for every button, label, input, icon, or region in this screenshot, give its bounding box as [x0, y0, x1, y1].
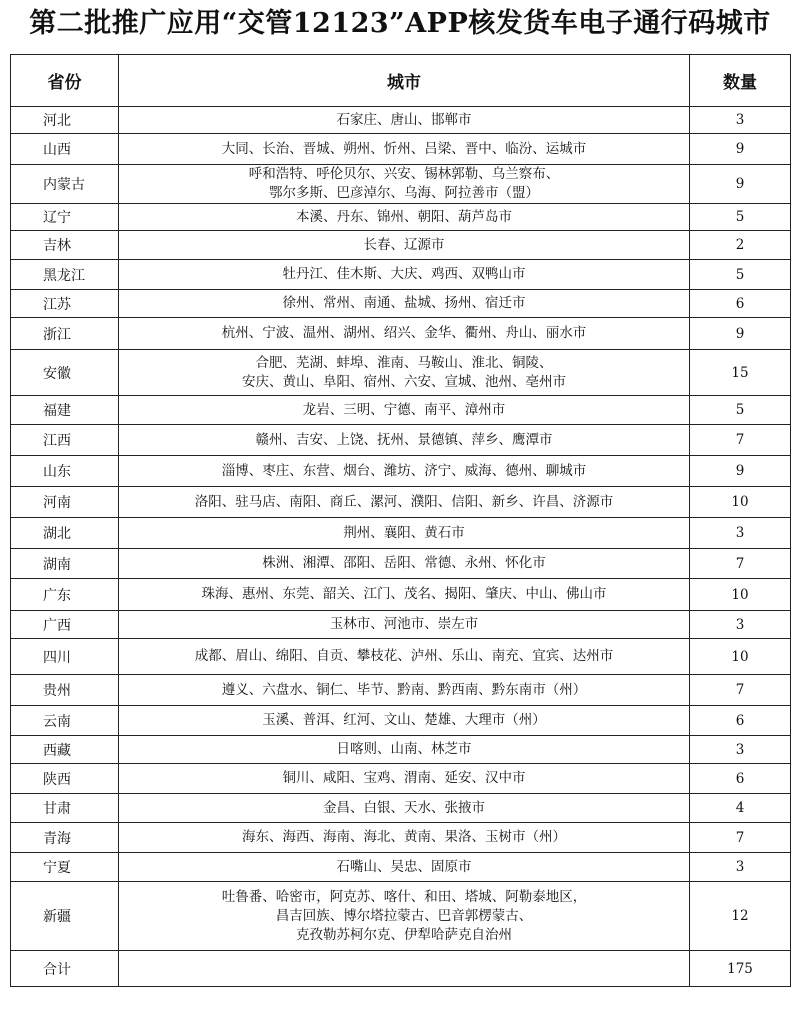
table-row: [11, 290, 791, 318]
province-cell: 山东: [11, 456, 119, 487]
table-row: [11, 134, 791, 165]
count-cell: 4: [690, 794, 791, 823]
table-row: [11, 487, 791, 518]
city-cell: [119, 706, 690, 736]
city-line: 成都、眉山、绵阳、自贡、攀枝花、泸州、乐山、南充、宜宾、达州市: [194, 648, 614, 664]
city-line: 铜川、咸阳、宝鸡、渭南、延安、汉中市: [282, 770, 526, 786]
city-line: 赣州、吉安、上饶、抚州、景德镇、萍乡、鹰潭市: [255, 431, 553, 448]
count-cell: 10: [690, 487, 791, 518]
header-count: 数量: [690, 55, 791, 107]
city-line: 石嘴山、吴忠、固原市: [336, 858, 472, 875]
city-line: 杭州、宁波、温州、湖州、绍兴、金华、衢州、舟山、丽水市: [221, 325, 587, 341]
province-cell: 辽宁: [11, 204, 119, 231]
table-row: [11, 260, 791, 290]
count-cell: 3: [690, 736, 791, 764]
table-row: [11, 318, 791, 350]
city-cell: [119, 231, 690, 260]
city-cell: [119, 134, 690, 165]
table-row: [11, 823, 791, 853]
count-cell: 5: [690, 396, 791, 425]
city-cell: [119, 579, 690, 611]
table-row: [11, 107, 791, 134]
city-cell: [119, 823, 690, 853]
count-cell: 9: [690, 456, 791, 487]
table-row: [11, 204, 791, 231]
total-label: 合计: [11, 951, 119, 987]
count-cell: 3: [690, 611, 791, 639]
city-line: 玉林市、河池市、崇左市: [329, 616, 479, 632]
city-cell: [119, 736, 690, 764]
count-cell: 7: [690, 823, 791, 853]
table-row: [11, 794, 791, 823]
province-cell: 四川: [11, 639, 119, 675]
city-cell: [119, 764, 690, 794]
table-row: [11, 350, 791, 396]
city-cell: [119, 425, 690, 456]
province-cell: 甘肃: [11, 794, 119, 823]
city-line: 长春、辽源市: [363, 236, 445, 253]
city-cell: [119, 611, 690, 639]
count-cell: 3: [690, 853, 791, 882]
city-line: 遵义、六盘水、铜仁、毕节、黔南、黔西南、黔东南市（州）: [221, 681, 587, 698]
city-line: 本溪、丹东、锦州、朝阳、葫芦岛市: [296, 208, 512, 225]
province-cell: 安徽: [11, 350, 119, 396]
city-line: 大同、长治、晋城、朔州、忻州、吕梁、晋中、临汾、运城市: [221, 140, 587, 157]
table-row: [11, 611, 791, 639]
province-cell: 新疆: [11, 882, 119, 951]
table-row: [11, 425, 791, 456]
city-line: 日喀则、山南、林芝市: [336, 741, 472, 757]
table-row: [11, 736, 791, 764]
city-line: 淄博、枣庄、东营、烟台、潍坊、济宁、威海、德州、聊城市: [221, 462, 587, 479]
province-cell: 吉林: [11, 231, 119, 260]
count-cell: 6: [690, 764, 791, 794]
province-cell: 山西: [11, 134, 119, 165]
city-cell: [119, 549, 690, 579]
table-row: [11, 165, 791, 204]
count-cell: 6: [690, 290, 791, 318]
city-cell: [119, 639, 690, 675]
city-line: 珠海、惠州、东莞、韶关、江门、茂名、揭阳、肇庆、中山、佛山市: [201, 586, 607, 602]
city-cell: [119, 350, 690, 396]
count-cell: 7: [690, 675, 791, 706]
city-line: 株洲、湘潭、邵阳、岳阳、常德、永州、怀化市: [262, 555, 546, 571]
table-row: [11, 853, 791, 882]
table-row: [11, 639, 791, 675]
count-cell: 9: [690, 134, 791, 165]
city-line: 徐州、常州、南通、盐城、扬州、宿迁市: [282, 295, 526, 311]
table-row: [11, 456, 791, 487]
table-row: [11, 764, 791, 794]
city-line: 牡丹江、佳木斯、大庆、鸡西、双鸭山市: [282, 266, 526, 282]
province-cell: 江西: [11, 425, 119, 456]
province-cell: 贵州: [11, 675, 119, 706]
province-cell: 西藏: [11, 736, 119, 764]
city-cell: [119, 318, 690, 350]
total-city-cell: [119, 951, 690, 987]
count-cell: 15: [690, 350, 791, 396]
city-cell: [119, 456, 690, 487]
count-cell: 7: [690, 549, 791, 579]
count-cell: 3: [690, 518, 791, 549]
province-cell: 江苏: [11, 290, 119, 318]
province-cell: 广东: [11, 579, 119, 611]
table-row: [11, 518, 791, 549]
count-cell: 5: [690, 260, 791, 290]
total-count: 175: [690, 951, 791, 987]
province-cell: 湖南: [11, 549, 119, 579]
city-line: 克孜勒苏柯尔克、伊犁哈萨克自治州: [296, 926, 512, 943]
city-line: 荆州、襄阳、黄石市: [343, 524, 465, 541]
table-header-row: [11, 55, 791, 107]
count-cell: 9: [690, 318, 791, 350]
count-cell: 3: [690, 107, 791, 134]
page-title: 第二批推广应用“交管12123”APP核发货车电子通行码城市: [29, 8, 771, 39]
table-row: [11, 675, 791, 706]
count-cell: 2: [690, 231, 791, 260]
city-line: 玉溪、普洱、红河、文山、楚雄、大理市（州）: [262, 712, 546, 728]
city-line: 吐鲁番、哈密市，阿克苏、喀什、和田、塔城、阿勒泰地区，: [221, 888, 587, 905]
province-cell: 广西: [11, 611, 119, 639]
province-cell: 河北: [11, 107, 119, 134]
header-city: 城市: [119, 55, 690, 107]
province-cell: 陕西: [11, 764, 119, 794]
total-row: [11, 951, 791, 987]
table-row: [11, 882, 791, 951]
province-cell: 云南: [11, 706, 119, 736]
city-line: 安庆、黄山、阜阳、宿州、六安、宣城、池州、亳州市: [242, 373, 566, 390]
count-cell: 10: [690, 579, 791, 611]
province-cell: 河南: [11, 487, 119, 518]
city-cell: [119, 290, 690, 318]
city-line: 洛阳、驻马店、南阳、商丘、漯河、濮阳、信阳、新乡、许昌、济源市: [194, 493, 614, 510]
table-row: [11, 549, 791, 579]
city-line: 鄂尔多斯、巴彦淖尔、乌海、阿拉善市（盟）: [269, 185, 539, 201]
province-cell: 湖北: [11, 518, 119, 549]
city-cell: [119, 396, 690, 425]
province-cell: 宁夏: [11, 853, 119, 882]
city-line: 合肥、芜湖、蚌埠、淮南、马鞍山、淮北、铜陵、: [255, 354, 553, 371]
table-row: [11, 396, 791, 425]
city-line: 海东、海西、海南、海北、黄南、果洛、玉树市（州）: [242, 829, 566, 845]
province-cell: 浙江: [11, 318, 119, 350]
province-cell: 黑龙江: [11, 260, 119, 290]
city-line: 呼和浩特、呼伦贝尔、兴安、锡林郭勒、乌兰察布、: [248, 166, 560, 182]
city-cell: [119, 165, 690, 204]
city-cell: [119, 204, 690, 231]
city-cell: [119, 518, 690, 549]
table-row: [11, 231, 791, 260]
header-province: 省份: [11, 55, 119, 107]
city-cell: [119, 260, 690, 290]
count-cell: 5: [690, 204, 791, 231]
city-cell: [119, 882, 690, 951]
table-body: [11, 107, 791, 951]
count-cell: 10: [690, 639, 791, 675]
city-line: 金昌、白银、天水、张掖市: [323, 799, 485, 816]
province-cell: 内蒙古: [11, 165, 119, 204]
table-row: [11, 706, 791, 736]
province-cell: 福建: [11, 396, 119, 425]
count-cell: 12: [690, 882, 791, 951]
city-cell: [119, 853, 690, 882]
count-cell: 6: [690, 706, 791, 736]
city-cell: [119, 675, 690, 706]
city-cell: [119, 107, 690, 134]
province-cell: 青海: [11, 823, 119, 853]
city-cell: [119, 487, 690, 518]
count-cell: 9: [690, 165, 791, 204]
city-line: 石家庄、唐山、邯郸市: [336, 111, 472, 128]
count-cell: 7: [690, 425, 791, 456]
table-row: [11, 579, 791, 611]
city-line: 龙岩、三明、宁德、南平、漳州市: [302, 401, 506, 418]
city-table: [10, 54, 791, 987]
city-line: 昌吉回族、博尔塔拉蒙古、巴音郭楞蒙古、: [275, 907, 533, 924]
city-cell: [119, 794, 690, 823]
